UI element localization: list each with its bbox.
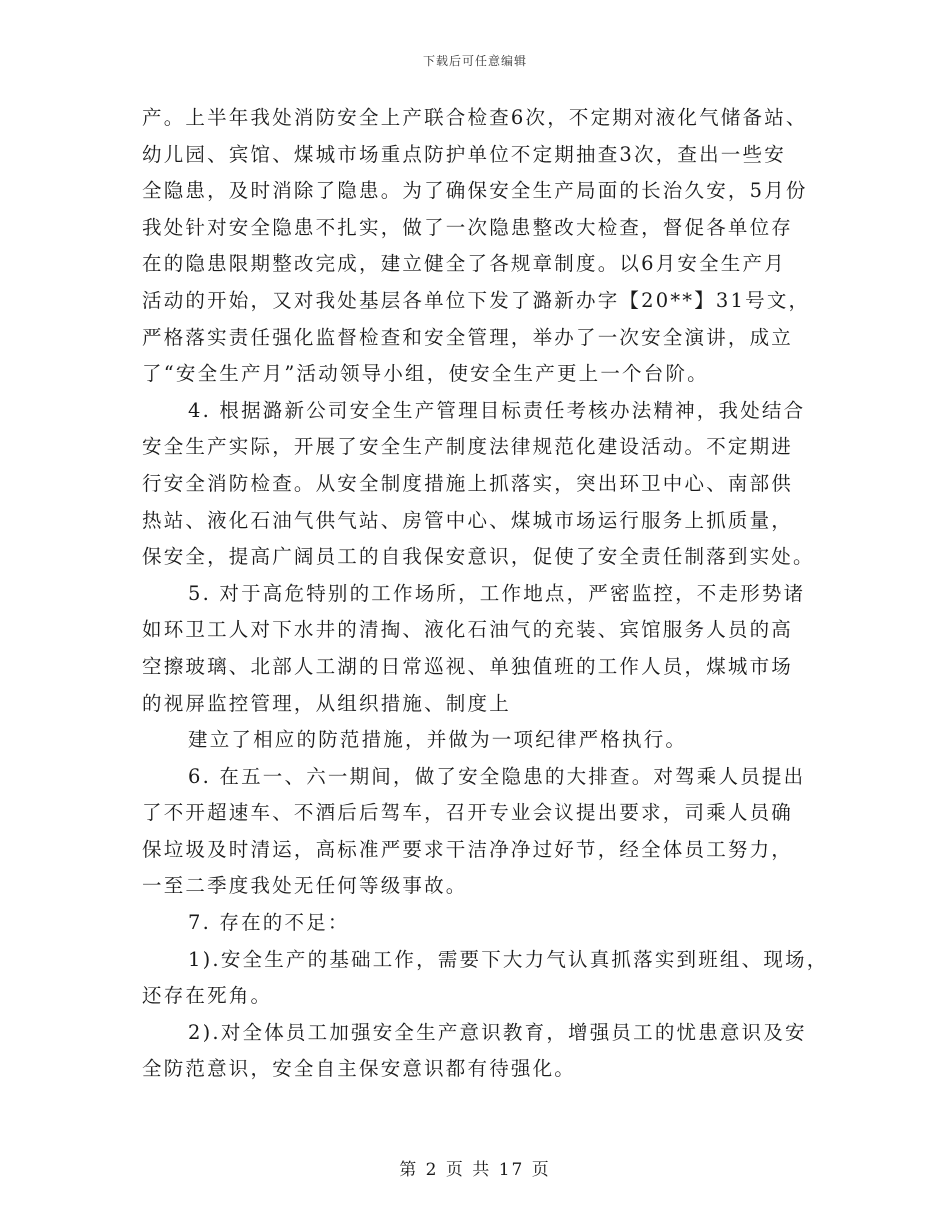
body-line: 全防范意识，安全自主保安意识都有待强化。: [142, 1057, 577, 1081]
body-line: 全隐患，及时消除了隐患。为了确保安全生产局面的长治久安，5月份: [142, 179, 808, 203]
body-line: 5. 对于高危特别的工作场所，工作地点，严密监控，不走形势诸: [188, 581, 806, 605]
body-line: 在的隐患限期整改完成，建立健全了各规章制度。以6月安全生产月: [142, 252, 786, 276]
body-text: [142, 100, 832, 1088]
body-line: 保垃圾及时清运，高标准严要求干洁净净过好节，经全体员工努力，: [142, 837, 794, 861]
body-line: 4. 根据潞新公司安全生产管理目标责任考核办法精神，我处结合: [188, 398, 806, 422]
body-line: 7. 存在的不足：: [188, 911, 350, 935]
body-line: 1).安全生产的基础工作，需要下大力气认真抓落实到班组、现场，: [188, 947, 829, 971]
page-header: 下载后可任意编辑: [422, 54, 527, 68]
body-line: 空擦玻璃、北部人工湖的日常巡视、单独值班的工作人员，煤城市场: [142, 654, 794, 678]
body-line: 热站、液化石油气供气站、房管中心、煤城市场运行服务上抓质量，: [142, 508, 794, 532]
body-line: 产。上半年我处消防安全上产联合检查6次，不定期对液化气储备站、: [142, 106, 808, 129]
body-line: 了不开超速车、不酒后后驾车，召开专业会议提出要求，司乘人员确: [142, 801, 794, 825]
body-line: 建立了相应的防范措施，并做为一项纪律严格执行。: [188, 728, 688, 752]
body-line: 严格落实责任强化监督检查和安全管理，举办了一次安全演讲，成立: [142, 325, 794, 349]
body-line: 了“安全生产月”活动领导小组，使安全生产更上一个台阶。: [142, 362, 709, 386]
body-line: 安全生产实际，开展了安全生产制度法律规范化建设活动。不定期进: [142, 435, 794, 459]
body-line: 保安全，提高广阔员工的自我保安意识，促使了安全责任制落到实处。: [142, 545, 815, 569]
body-line: 2).对全体员工加强安全生产意识教育，增强员工的忧患意识及安: [188, 1020, 807, 1044]
body-line: 的视屏监控管理，从组织措施、制度上: [142, 691, 511, 715]
body-line: 我处针对安全隐患不扎实，做了一次隐患整改大检查，督促各单位存: [142, 215, 794, 239]
body-line: 幼儿园、宾馆、煤城市场重点防护单位不定期抽查3次，查出一些安: [142, 142, 786, 166]
body-line: 如环卫工人对下水井的清掏、液化石油气的充装、宾馆服务人员的高: [142, 618, 794, 642]
body-line: 还存在死角。: [142, 984, 273, 1008]
page-number: 第 2 页 共 17 页: [399, 1160, 551, 1180]
body-line: 行安全消防检查。从安全制度措施上抓落实，突出环卫中心、南部供: [142, 471, 794, 495]
body-line: 活动的开始，又对我处基层各单位下发了潞新办字【20**】31号文，: [142, 288, 811, 312]
body-line: 一至二季度我处无任何等级事故。: [142, 874, 468, 898]
body-line: 6. 在五一、六一期间，做了安全隐患的大排查。对驾乘人员提出: [188, 764, 806, 788]
